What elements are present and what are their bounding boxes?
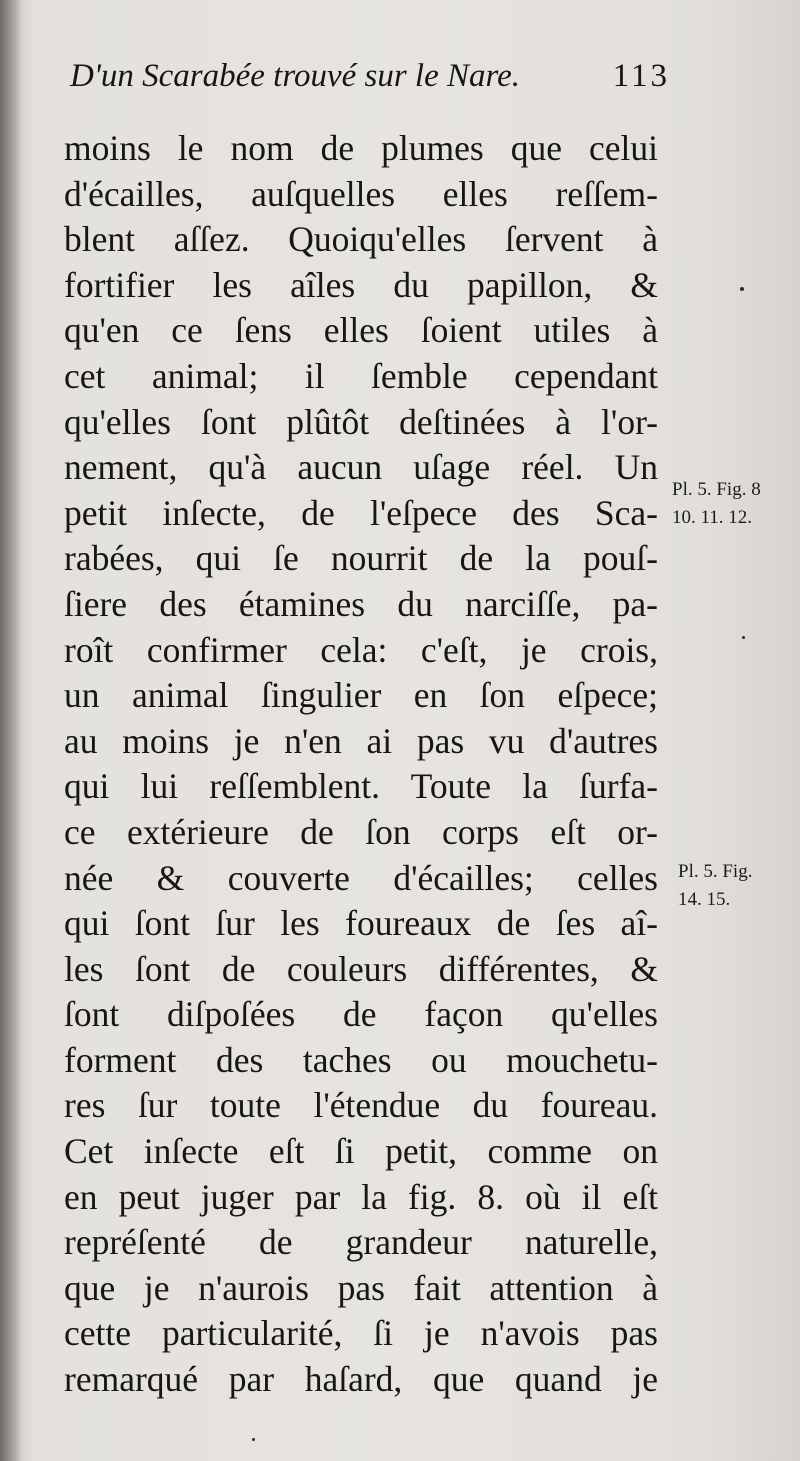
text-line: un animal ſingulier en ſon eſpece; <box>64 675 658 716</box>
text-line: cette particularité, ſi je n'avois pas <box>64 1313 658 1354</box>
text-line: qu'en ce ſens elles ſoient utiles à <box>64 310 658 351</box>
text-line: petit inſecte, de l'eſpece des Sca- <box>64 492 658 533</box>
ink-speck <box>252 1438 255 1441</box>
text-line: rabées, qui ſe nourrit de la pouſ- <box>64 538 658 579</box>
text-line: qui lui reſſemblent. Toute la ſurfa- <box>64 766 658 807</box>
text-line: ſont diſpoſées de façon qu'elles <box>64 994 658 1035</box>
text-line: forment des taches ou mouchetu- <box>64 1039 658 1080</box>
text-line: en peut juger par la fig. 8. où il eſt <box>64 1176 658 1217</box>
running-head <box>70 52 670 100</box>
running-head-title: D'un Scarabée trouvé sur le Nare. <box>70 58 521 94</box>
body-text <box>64 126 658 1403</box>
margin-note-line: 14. 15. <box>678 889 731 910</box>
text-line: res ſur toute l'étendue du foureau. <box>64 1085 658 1126</box>
margin-note-plate-reference <box>672 476 761 532</box>
margin-note-line: Pl. 5. Fig. <box>678 861 753 882</box>
ink-speck <box>740 287 744 291</box>
margin-note-plate-reference <box>678 858 752 914</box>
text-line: remarqué par haſard, que quand je <box>64 1359 658 1400</box>
text-line: ſiere des étamines du narciſſe, pa- <box>64 583 658 624</box>
text-line: roît confirmer cela: c'eſt, je crois, <box>64 629 658 670</box>
page-number: 113 <box>612 58 670 94</box>
text-line: blent aſſez. Quoiqu'elles ſervent à <box>64 219 658 260</box>
text-line: qu'elles ſont plûtôt deſtinées à l'or- <box>64 401 658 442</box>
text-line: nement, qu'à aucun uſage réel. Un <box>64 447 658 488</box>
text-line: ce extérieure de ſon corps eſt or- <box>64 811 658 852</box>
ink-speck <box>742 636 745 639</box>
text-line: fortifier les aîles du papillon, & <box>64 264 658 305</box>
text-line: que je n'aurois pas fait attention à <box>64 1267 658 1308</box>
margin-note-line: 10. 11. 12. <box>672 507 753 528</box>
binding-gutter <box>0 0 22 1461</box>
text-line: cet animal; il ſemble cependant <box>64 355 658 396</box>
text-line: repréſenté de grandeur naturelle, <box>64 1222 658 1263</box>
text-line: d'écailles, auſquelles elles reſſem- <box>64 173 658 214</box>
text-line: moins le nom de plumes que celui <box>64 128 658 168</box>
text-line: Cet inſecte eſt ſi petit, comme on <box>64 1131 658 1172</box>
text-line: qui ſont ſur les foureaux de ſes aî- <box>64 903 658 944</box>
text-line: au moins je n'en ai pas vu d'autres <box>64 720 658 761</box>
text-line: les ſont de couleurs différentes, & <box>64 948 658 989</box>
margin-note-line: Pl. 5. Fig. 8 <box>672 479 761 500</box>
text-line: née & couverte d'écailles; celles <box>64 857 658 898</box>
